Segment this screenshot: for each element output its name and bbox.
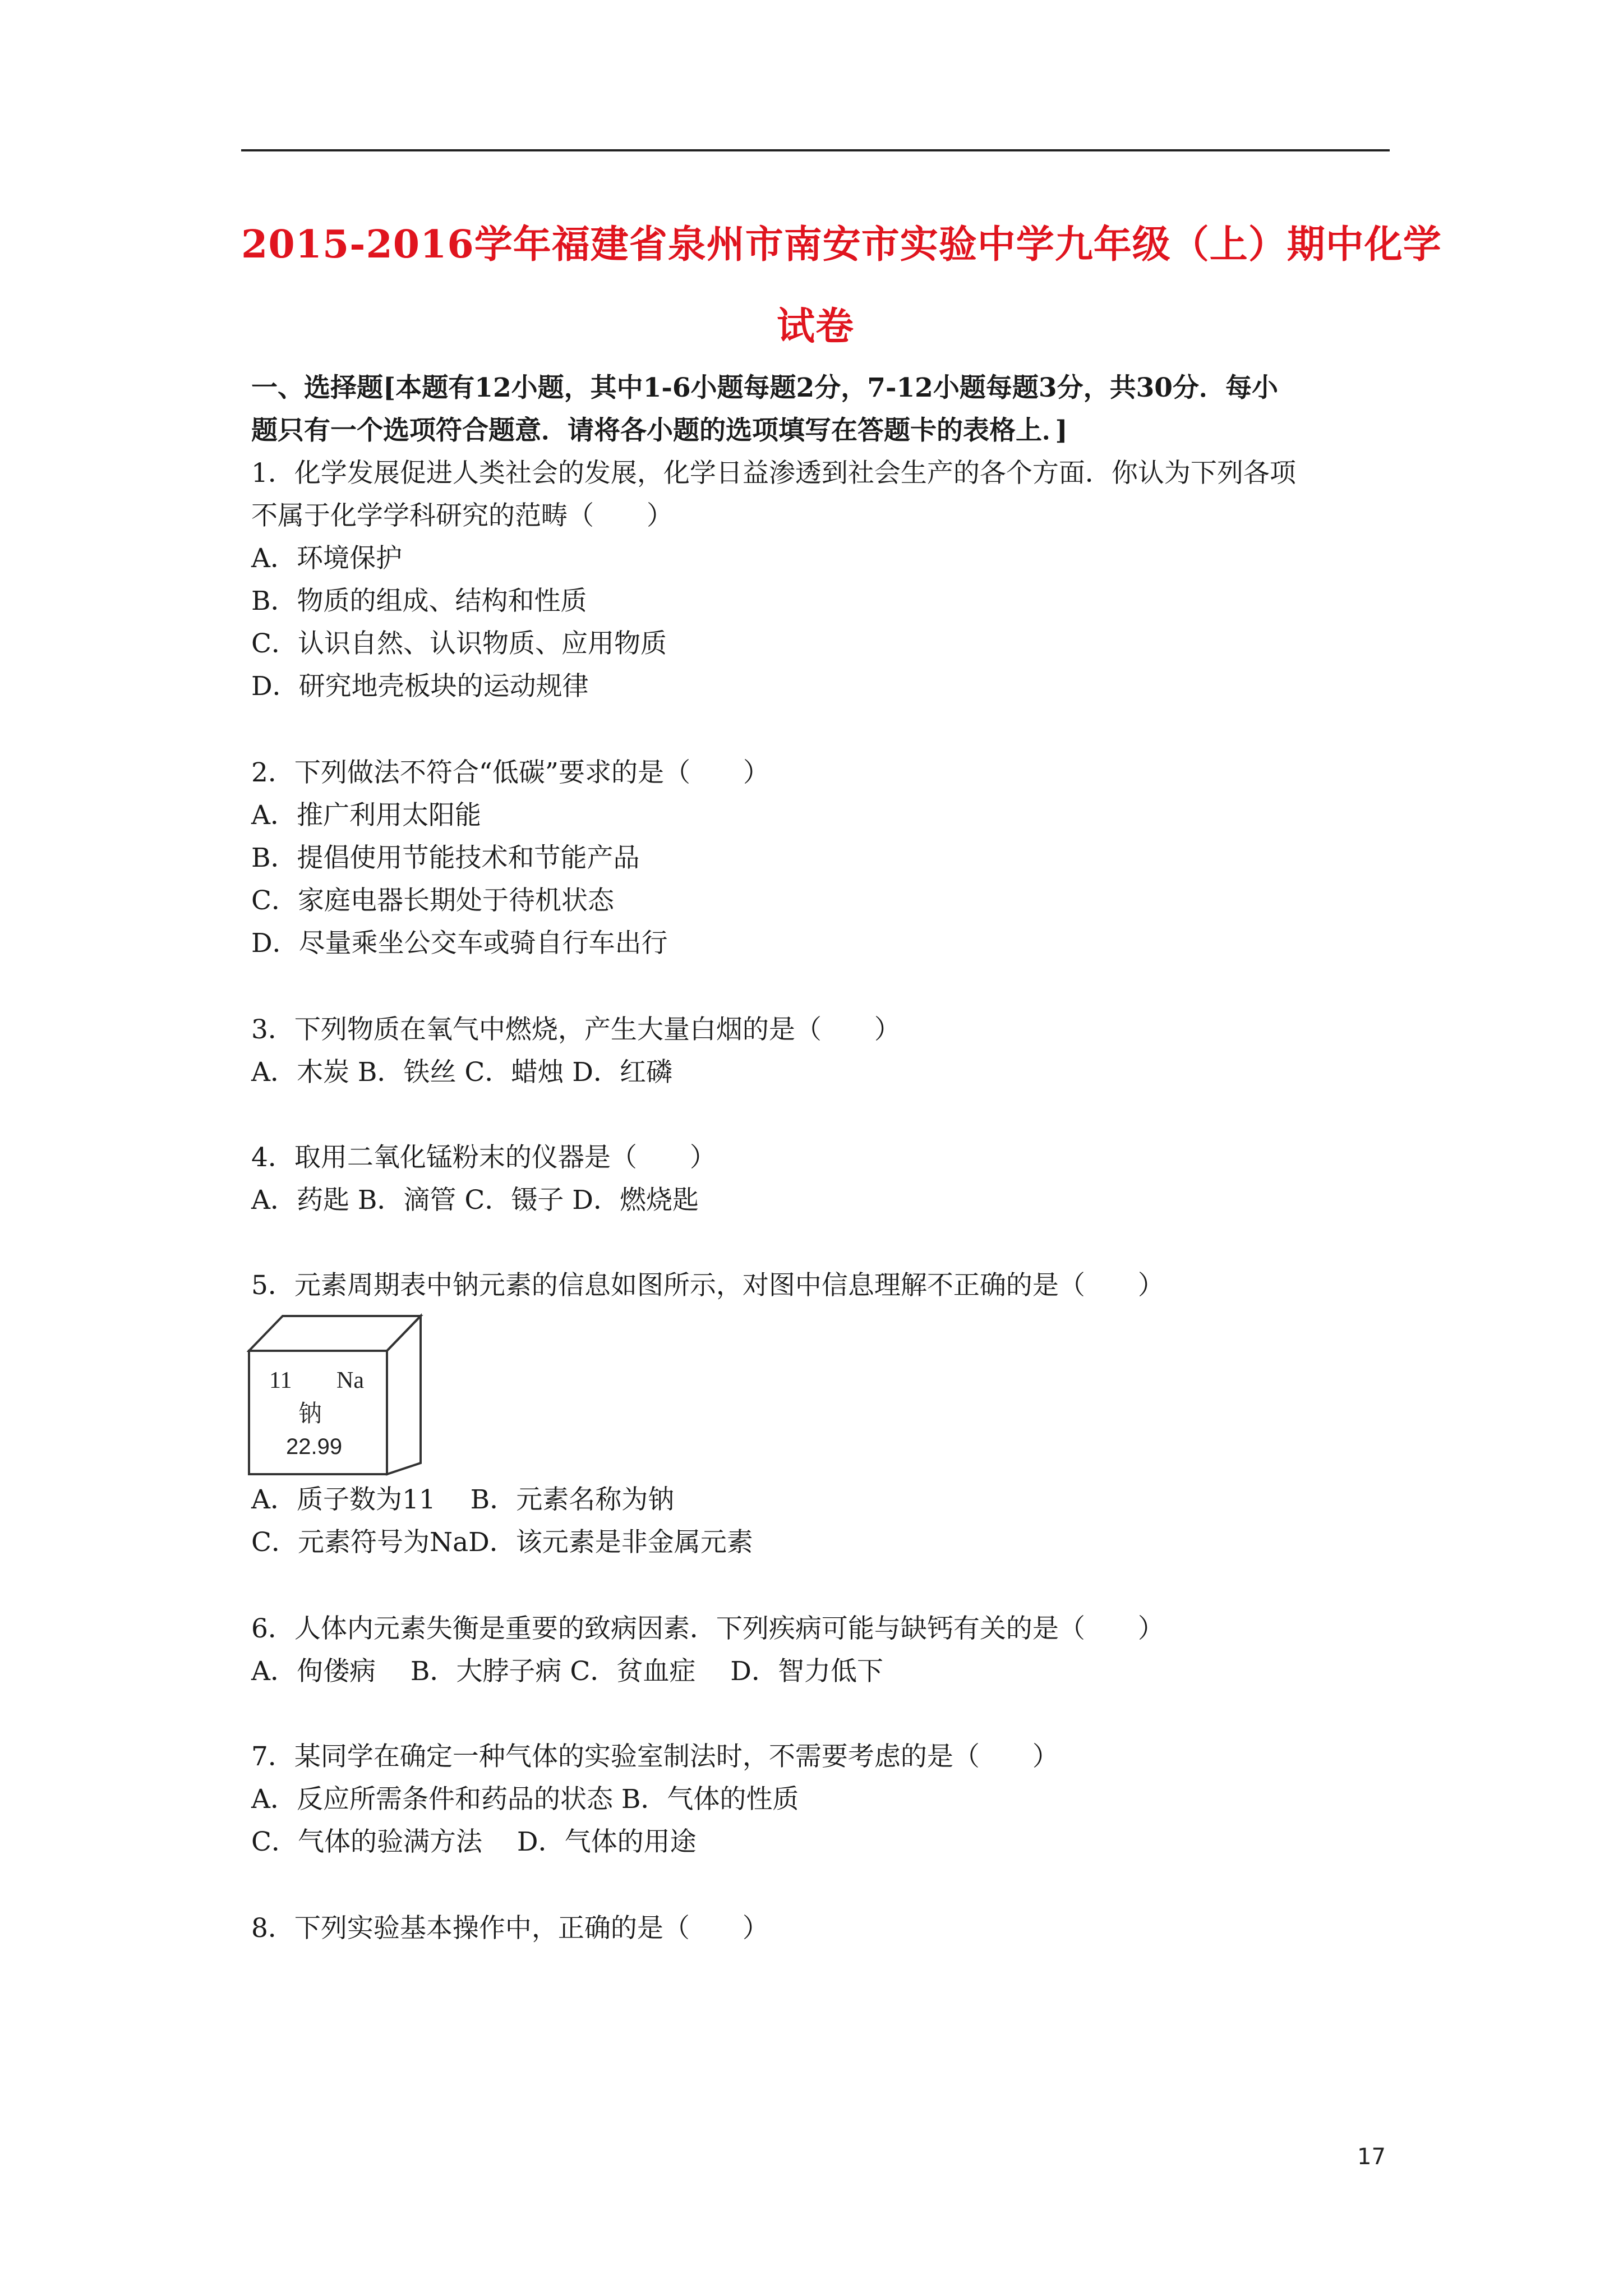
question-2-option-c: C．家庭电器长期处于待机状态 xyxy=(251,885,614,916)
sodium-element-card xyxy=(247,1312,426,1480)
question-1-option-d: D．研究地壳板块的运动规律 xyxy=(251,671,589,702)
question-4-options: A．药匙 B．滴管 C．镊子 D．燃烧匙 xyxy=(251,1185,699,1216)
question-1-stem-line-1: 1．化学发展促进人类社会的发展，化学日益渗透到社会生产的各个方面．你认为下列各项 xyxy=(251,458,1296,489)
question-2-option-b: B．提倡使用节能技术和节能产品 xyxy=(251,843,640,873)
question-5-stem: 5．元素周期表中钠元素的信息如图所示，对图中信息理解不正确的是（ ） xyxy=(251,1270,1164,1301)
question-2-stem: 2．下列做法不符合“低碳”要求的是（ ） xyxy=(251,757,769,788)
question-1-option-a: A．环境保护 xyxy=(251,543,402,574)
question-3-options: A．木炭 B．铁丝 C．蜡烛 D．红磷 xyxy=(251,1057,672,1088)
question-5-options-line-2: C．元素符号为NaD．该元素是非金属元素 xyxy=(251,1527,753,1558)
exam-title-line-2: 试卷 xyxy=(776,304,854,349)
question-4-stem: 4．取用二氧化锰粉末的仪器是（ ） xyxy=(251,1142,716,1173)
atomic-number: 11 xyxy=(269,1368,292,1393)
question-2-option-a: A．推广利用太阳能 xyxy=(251,800,481,831)
header-rule xyxy=(241,149,1390,151)
question-7-stem: 7．某同学在确定一种气体的实验室制法时，不需要考虑的是（ ） xyxy=(251,1741,1059,1772)
element-name: 钠 xyxy=(298,1400,322,1427)
question-5-options-line-1: A．质子数为11 B．元素名称为钠 xyxy=(251,1484,675,1515)
question-1-stem-line-2: 不属于化学学科研究的范畴（ ） xyxy=(251,500,673,531)
question-7-options-line-2: C．气体的验满方法 D．气体的用途 xyxy=(251,1826,697,1857)
question-3-stem: 3．下列物质在氧气中燃烧，产生大量白烟的是（ ） xyxy=(251,1014,901,1045)
atomic-mass: 22.99 xyxy=(286,1434,343,1459)
question-1-option-b: B．物质的组成、结构和性质 xyxy=(251,586,587,616)
question-1-option-c: C．认识自然、认识物质、应用物质 xyxy=(251,628,667,659)
question-6-options: A．佝偻病 B．大脖子病 C．贫血症 D．智力低下 xyxy=(251,1656,883,1687)
question-2-option-d: D．尽量乘坐公交车或骑自行车出行 xyxy=(251,928,668,959)
page-number: 17 xyxy=(1357,2144,1386,2170)
question-7-options-line-1: A．反应所需条件和药品的状态 B．气体的性质 xyxy=(251,1784,799,1815)
exam-title-line-1: 2015-2016学年福建省泉州市南安市实验中学九年级（上）期中化学 xyxy=(241,222,1442,267)
section-instructions-line-1: 一、选择题[本题有12小题，其中1-6小题每题2分，7-12小题每题3分，共30分．每小 xyxy=(251,372,1278,403)
question-8-stem: 8．下列实验基本操作中，正确的是（ ） xyxy=(251,1913,769,1944)
element-symbol: Na xyxy=(336,1368,364,1393)
section-instructions-line-2: 题只有一个选项符合题意．请将各小题的选项填写在答题卡的表格上．] xyxy=(251,415,1068,446)
question-6-stem: 6．人体内元素失衡是重要的致病因素．下列疾病可能与缺钙有关的是（ ） xyxy=(251,1613,1164,1644)
